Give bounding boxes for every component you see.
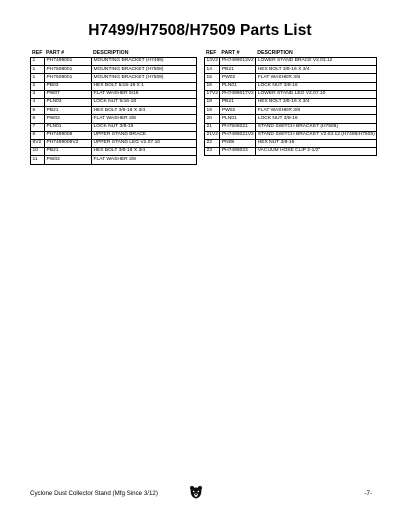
cell-description: LOCK NUT 3/8-16 — [256, 82, 377, 90]
cell-ref: 11 — [31, 156, 45, 164]
table-row — [31, 148, 197, 156]
cell-part-number: PH7499001 — [45, 58, 92, 66]
cell-description: LOCK NUT 3/8-16 — [256, 115, 377, 123]
col-header-part: PART # — [221, 50, 240, 56]
parts-table-left-body — [31, 58, 197, 164]
cell-ref: 16 — [205, 82, 220, 90]
table-row — [205, 99, 377, 107]
cell-ref: 1 — [31, 66, 45, 74]
cell-description: LOWER STAND LEG V2.07.10 — [256, 90, 377, 98]
table-row — [31, 66, 197, 74]
table-row — [31, 131, 197, 139]
table-row — [205, 82, 377, 90]
cell-part-number: PLN01 — [45, 123, 92, 131]
cell-description: LOWER STAND BRACE V2.03.12 — [256, 58, 377, 66]
cell-part-number: PLN01 — [220, 82, 256, 90]
cell-part-number: PW07 — [45, 90, 92, 98]
table-row — [31, 115, 197, 123]
cell-description: STAND SWITCH BRACKET V2.03.12 (H7499/H7509) — [256, 131, 377, 139]
cell-part-number: PB21 — [220, 99, 256, 107]
cell-ref: 15 — [205, 74, 220, 82]
cell-part-number: PW02 — [220, 74, 256, 82]
cell-part-number: PN08 — [220, 139, 256, 147]
cell-ref: 17V2 — [205, 90, 220, 98]
cell-ref: 10 — [31, 148, 45, 156]
cell-description: FLAT WASHER 3/8 — [92, 115, 197, 123]
parts-table-right — [204, 50, 377, 156]
cell-ref: 23 — [205, 148, 220, 156]
cell-description: MOUNTING BRACKET (H7509) — [92, 74, 197, 82]
cell-description: UPPER STAND LEG V2.07.10 — [92, 139, 197, 147]
table-header-row — [31, 50, 197, 58]
cell-description: LOCK NUT 3/8-16 — [92, 123, 197, 131]
cell-ref: 14 — [205, 66, 220, 74]
cell-part-number: PH7509001 — [45, 74, 92, 82]
col-header-part: PART # — [46, 50, 65, 56]
cell-description: UPPER STAND BRACE — [92, 131, 197, 139]
cell-description: FLAT WASHER 3/8 — [256, 74, 377, 82]
cell-description: LOCK NUT 5/16-18 — [92, 99, 197, 107]
cell-ref: 7 — [31, 123, 45, 131]
cell-description: VACUUM HOSE CLIP 2-1/2" — [256, 148, 377, 156]
cell-ref: 6 — [31, 115, 45, 123]
table-row — [205, 66, 377, 74]
cell-part-number: PW02 — [45, 156, 92, 164]
table-row — [31, 82, 197, 90]
col-header-description: DESCRIPTION — [257, 50, 293, 56]
table-row — [31, 90, 197, 98]
cell-part-number: PB21 — [220, 66, 256, 74]
footer-document-title: Cyclone Dust Collector Stand (Mfg Since 3/12) — [30, 490, 158, 497]
table-row — [205, 90, 377, 98]
parts-table-right-body — [205, 58, 377, 156]
cell-ref: 1 — [31, 74, 45, 82]
cell-description: MOUNTING BRACKET (H7508) — [92, 66, 197, 74]
table-row — [31, 107, 197, 115]
cell-ref: 21 — [205, 123, 220, 131]
cell-ref: 22 — [205, 139, 220, 147]
table-row — [31, 58, 197, 66]
cell-part-number: PH7499009V2 — [45, 139, 92, 147]
cell-ref: 20 — [205, 115, 220, 123]
cell-description: HEX BOLT 3/8-16 X 3/4 — [256, 66, 377, 74]
table-row — [31, 74, 197, 82]
cell-part-number: PH7508021 — [220, 123, 256, 131]
cell-part-number: PW02 — [45, 115, 92, 123]
table-row — [205, 107, 377, 115]
cell-ref: 5 — [31, 107, 45, 115]
table-row — [31, 156, 197, 164]
cell-part-number: PLN03 — [45, 99, 92, 107]
cell-part-number: PLN01 — [220, 115, 256, 123]
table-row — [31, 139, 197, 147]
cell-part-number: PB03 — [45, 82, 92, 90]
table-row — [205, 115, 377, 123]
table-header-row — [205, 50, 377, 58]
cell-ref: 18 — [205, 99, 220, 107]
cell-part-number: PW02 — [220, 107, 256, 115]
table-row — [205, 58, 377, 66]
cell-ref: 1 — [31, 58, 45, 66]
cell-part-number: PH7499008 — [45, 131, 92, 139]
col-header-ref: REF — [206, 50, 217, 56]
cell-part-number: PH7499013V2 — [220, 58, 256, 66]
cell-description: MOUNTING BRACKET (H7499) — [92, 58, 197, 66]
cell-ref: 13V2 — [205, 58, 220, 66]
table-row — [31, 123, 197, 131]
grizzly-bear-logo-icon — [189, 485, 203, 499]
cell-description: HEX BOLT 3/8-16 X 3/4 — [92, 148, 197, 156]
cell-description: HEX BOLT 3/8-16 X 3/4 — [92, 107, 197, 115]
table-row — [205, 123, 377, 131]
cell-description: FLAT WASHER 3/8 — [92, 156, 197, 164]
page-title: H7499/H7508/H7509 Parts List — [88, 22, 312, 39]
cell-ref: 8 — [31, 131, 45, 139]
cell-description: HEX BOLT 3/8-16 X 3/4 — [256, 99, 377, 107]
cell-part-number: PB21 — [45, 148, 92, 156]
cell-description: HEX NUT 3/8-16 — [256, 139, 377, 147]
cell-description: HEX BOLT 5/16-18 X 1 — [92, 82, 197, 90]
col-header-description: DESCRIPTION — [93, 50, 129, 56]
cell-part-number: PB21 — [45, 107, 92, 115]
cell-part-number: PH7499017V2 — [220, 90, 256, 98]
cell-ref: 3 — [31, 90, 45, 98]
table-row — [205, 148, 377, 156]
cell-ref: 21V2 — [205, 131, 220, 139]
table-row — [205, 74, 377, 82]
cell-part-number: PH7499023 — [220, 148, 256, 156]
cell-ref: 9V2 — [31, 139, 45, 147]
cell-part-number: PH7499021V2 — [220, 131, 256, 139]
cell-description: FLAT WASHER 5/16 — [92, 90, 197, 98]
page-number: -7- — [364, 490, 372, 497]
cell-description: STAND SWITCH BRACKET (H7508) — [256, 123, 377, 131]
table-row — [205, 139, 377, 147]
cell-part-number: PH7508001 — [45, 66, 92, 74]
cell-ref: 4 — [31, 99, 45, 107]
col-header-ref: REF — [32, 50, 43, 56]
cell-ref: 19 — [205, 107, 220, 115]
cell-description: FLAT WASHER 3/8 — [256, 107, 377, 115]
cell-ref: 2 — [31, 82, 45, 90]
table-row — [31, 99, 197, 107]
table-row — [205, 131, 377, 139]
parts-table-left — [30, 50, 197, 165]
